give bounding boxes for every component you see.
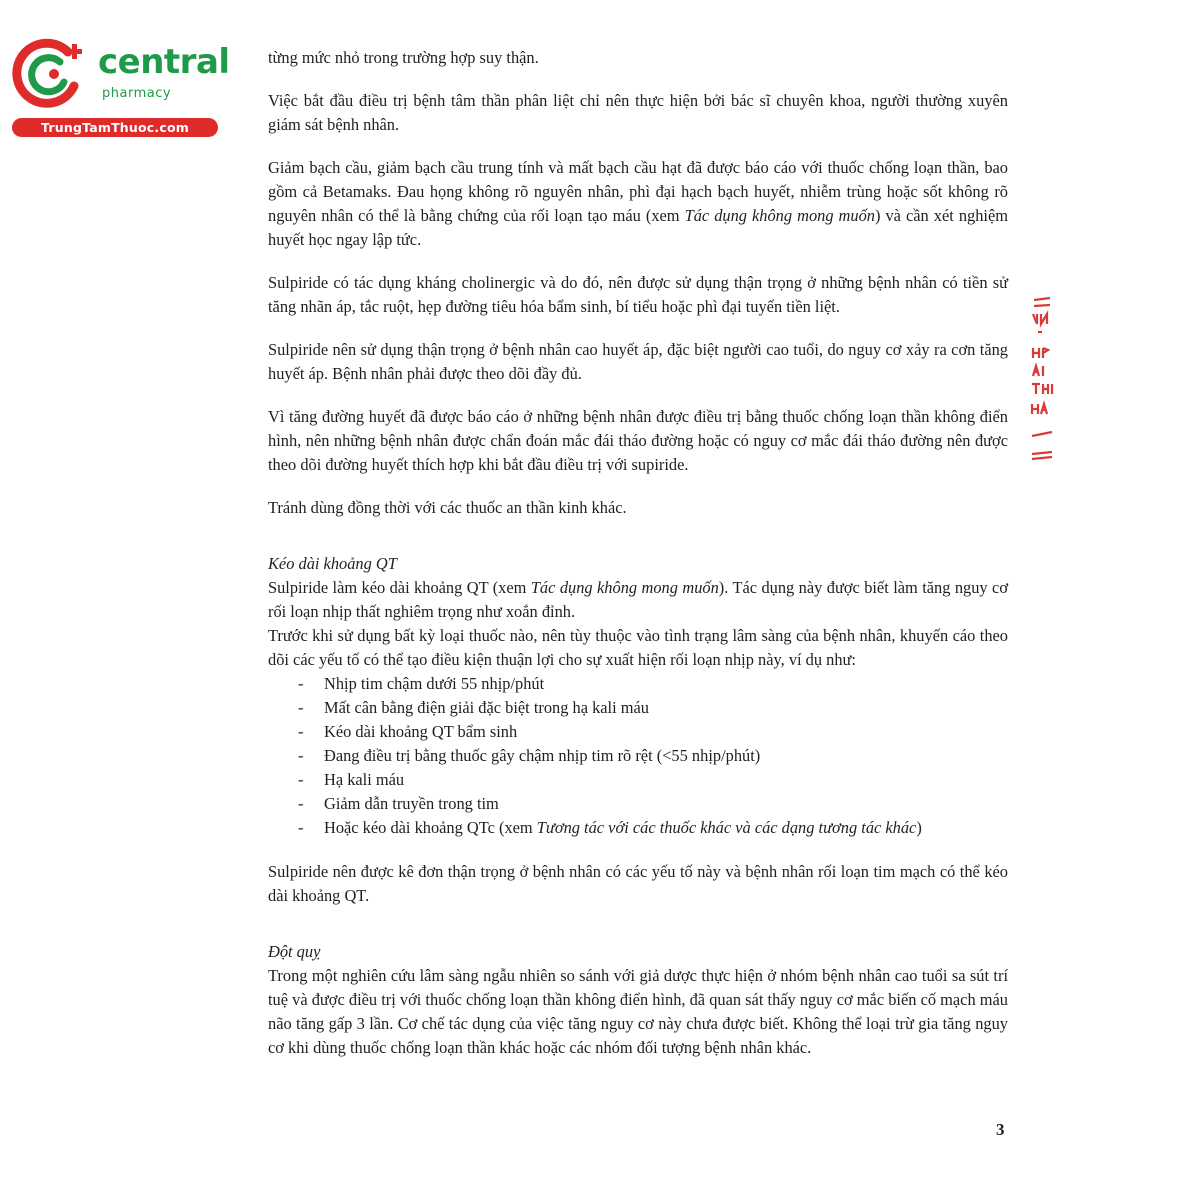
risk-factor-list <box>268 672 1008 840</box>
list-item: - Mất cân bằng điện giải đặc biệt trong hạ kali máu <box>268 696 1008 720</box>
paragraph-renal: từng mức nhỏ trong trường hợp suy thận. <box>268 48 539 67</box>
logo-site-banner: TrungTamThuoc.com <box>12 118 218 137</box>
text-segment: Sulpiride làm kéo dài khoảng QT (xem <box>268 578 531 597</box>
paragraph-neuroleptics: Tránh dùng đồng thời với các thuốc an thần kinh khác. <box>268 498 627 517</box>
cross-reference: Tác dụng không mong muốn <box>684 206 875 225</box>
paragraph-qt-prolongation <box>268 576 1008 624</box>
paragraph-stroke: Trong một nghiên cứu lâm sàng ngẫu nhiên so sánh với giả dược thực hiện ở nhóm bệnh nhân cao tuổi sa sút trí tuệ và được điều trị với thuốc chống loạn thần không điển hình, đã quan sát thấy nguy cơ mắc biến cố mạch máu não tăng gấp 3 lần. Cơ chế tác dụng của việc tăng nguy cơ này chưa được biết. Không thể loại trừ gia tăng nguy cơ khi dùng thuốc chống loạn thần khác hoặc các nhóm đối tượng bệnh nhân khác. <box>268 966 1008 1057</box>
logo-wordmark: central <box>98 42 230 82</box>
paragraph-qt-caution: Sulpiride nên được kê đơn thận trọng ở bệnh nhân có các yếu tố này và bệnh nhân rối loạn tim mạch có thể kéo dài khoảng QT. <box>268 862 1008 905</box>
paragraph-specialist: Việc bắt đầu điều trị bệnh tâm thần phân liệt chỉ nên thực hiện bởi bác sĩ chuyên khoa, người thường xuyên giám sát bệnh nhân. <box>268 91 1008 134</box>
section-heading-stroke: Đột quỵ <box>268 942 321 961</box>
list-item: - Nhịp tim chậm dưới 55 nhịp/phút <box>268 672 1008 696</box>
pharmacy-logo-icon <box>10 38 92 108</box>
red-stamp-fragment <box>1028 296 1058 466</box>
logo-subtitle: pharmacy <box>102 86 172 101</box>
list-item: - Giảm dẫn truyền trong tim <box>268 792 1008 816</box>
list-item: - Đang điều trị bằng thuốc gây chậm nhịp tim rõ rệt (<55 nhịp/phút) <box>268 744 1008 768</box>
paragraph-leukopenia <box>268 156 1008 252</box>
text-segment: ) <box>916 818 922 837</box>
document-body <box>268 46 1008 1060</box>
cross-reference: Tương tác với các thuốc khác và các dạng tương tác khác <box>536 818 917 837</box>
page-number: 3 <box>996 1120 1005 1139</box>
paragraph-qt-monitoring: Trước khi sử dụng bất kỳ loại thuốc nào, nên tùy thuộc vào tình trạng lâm sàng của bệnh nhân, khuyến cáo theo dõi các yếu tố có thể tạo điều kiện thuận lợi cho sự xuất hiện rối loạn nhịp này, ví dụ như: <box>268 626 1008 669</box>
text-segment: ) và cần xét nghiệm huyết học ngay lập tức. <box>268 206 1008 249</box>
text-segment: ). Tác dụng này được biết làm tăng nguy cơ rối loạn nhịp thất nghiêm trọng như xoắn đỉnh. <box>268 578 1008 621</box>
cross-reference: Tác dụng không mong muốn <box>530 578 719 597</box>
text-segment: Giảm bạch cầu, giảm bạch cầu trung tính và mất bạch cầu hạt đã được báo cáo với thuốc chống loạn thần, bao gồm cả Betamaks. Đau họng không rõ nguyên nhân, phì đại hạch bạch huyết, nhiễm trùng hoặc sốt không rõ nguyên nhân có thể là bằng chứng của rối loạn tạo máu (xem <box>268 158 1008 225</box>
list-item: - Kéo dài khoảng QT bẩm sinh <box>268 720 1008 744</box>
central-pharmacy-logo <box>10 38 230 138</box>
section-heading-qt: Kéo dài khoảng QT <box>268 554 397 573</box>
text-segment: Hoặc kéo dài khoảng QTc (xem <box>324 818 537 837</box>
paragraph-hyperglycemia: Vì tăng đường huyết đã được báo cáo ở những bệnh nhân được điều trị bằng thuốc chống loạn thần không điển hình, nên những bệnh nhân được chẩn đoán mắc đái tháo đường hoặc có nguy cơ mắc đái tháo đường nên được theo dõi đường huyết thích hợp khi bắt đầu điều trị với supiride. <box>268 407 1008 474</box>
list-item: - Hạ kali máu <box>268 768 1008 792</box>
paragraph-hypertension: Sulpiride nên sử dụng thận trọng ở bệnh nhân cao huyết áp, đặc biệt người cao tuổi, do nguy cơ xảy ra cơn tăng huyết áp. Bệnh nhân phải được theo dõi đầy đủ. <box>268 340 1008 383</box>
paragraph-anticholinergic: Sulpiride có tác dụng kháng cholinergic và do đó, nên được sử dụng thận trọng ở những bệnh nhân có tiền sử tăng nhãn áp, tắc ruột, hẹp đường tiêu hóa bẩm sinh, bí tiểu hoặc phì đại tuyến tiền liệt. <box>268 273 1008 316</box>
list-item <box>268 816 1008 840</box>
